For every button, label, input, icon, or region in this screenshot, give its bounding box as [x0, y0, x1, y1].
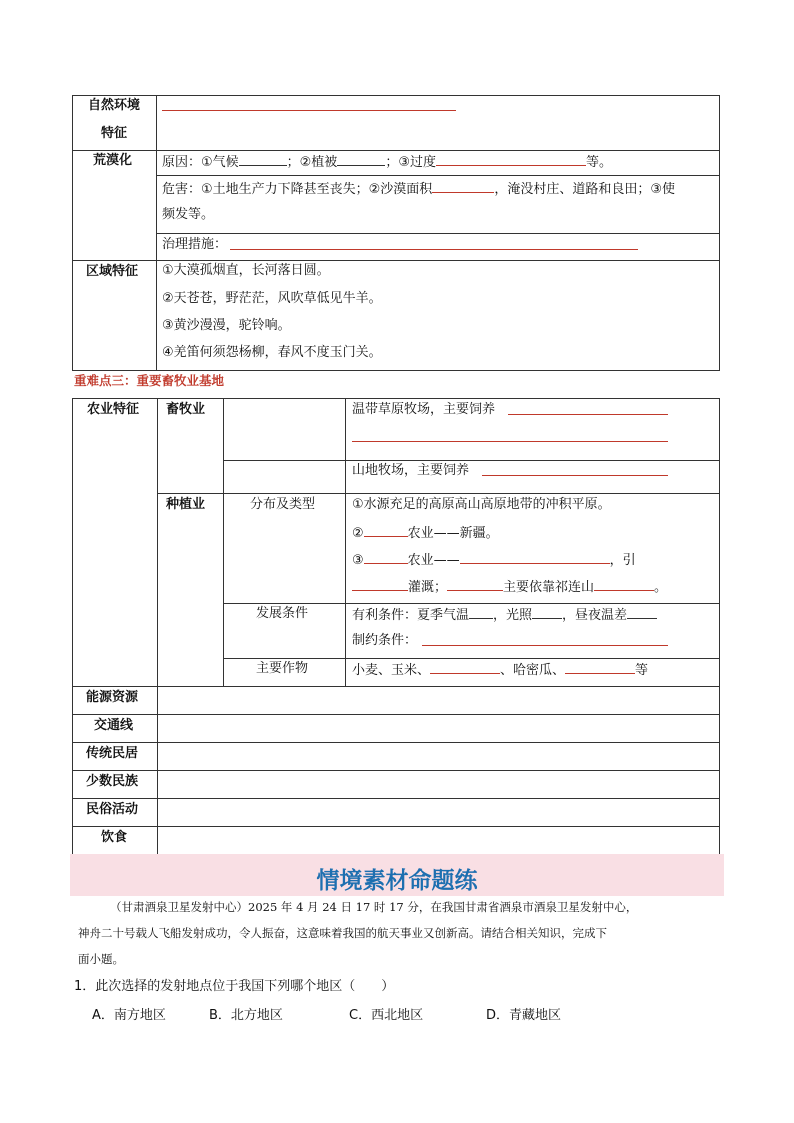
dist-line-1: ①水源充足的高原高山高原地带的冲积平原。: [352, 497, 611, 512]
option-c[interactable]: C．西北地区: [349, 1008, 424, 1023]
poem-4: ④羌笛何须怨杨柳，春风不度玉门关。: [162, 345, 382, 360]
limiting-blank[interactable]: [422, 645, 668, 646]
poem-3: ③黄沙漫漫，驼铃响。: [162, 318, 291, 333]
natural-env-label-a: 自然环境: [88, 98, 141, 113]
passage-line-2: 神舟二十号载人飞船发射成功，令人振奋，这意味着我国的航天事业又创新高。请结合相关知识，完成下: [78, 926, 607, 940]
dist-line-3: ③ 农业—— ，引: [352, 553, 636, 568]
region-label: 区域特征: [86, 264, 139, 279]
oasis-blank[interactable]: [364, 524, 408, 537]
region-blank[interactable]: [460, 551, 610, 564]
poem-2: ②天苍苍，野茫茫，风吹草低见牛羊。: [162, 291, 382, 306]
banner-title: 情境素材命题练: [316, 868, 478, 894]
desert-harm-line2: 频发等。: [162, 207, 215, 222]
row-folk-activities: 民俗活动: [86, 802, 139, 817]
grassland-pasture: 温带草原牧场，主要饲养: [352, 402, 496, 417]
farm-type-blank[interactable]: [364, 551, 408, 564]
row-transport: 交通线: [94, 718, 134, 733]
desert-cause: 原因：①气候 ；②植被 ；③过度 等。: [162, 155, 612, 170]
row-minorities: 少数民族: [86, 774, 139, 789]
harm-area-blank[interactable]: [432, 180, 494, 193]
crops-label: 主要作物: [256, 661, 309, 676]
poem-1: ①大漠孤烟直，长河落日圆。: [162, 263, 330, 278]
favorable-conditions: 有利条件：夏季气温 ，光照 ，昼夜温差: [352, 606, 657, 624]
row-energy: 能源资源: [86, 690, 139, 705]
grassland-blank-2[interactable]: [352, 441, 668, 442]
row-dwellings: 传统民居: [86, 746, 139, 761]
desert-harm-line1: 危害：①土地生产力下降甚至丧失；②沙漠面积 ，淹没村庄、道路和良田；③使: [162, 182, 675, 197]
grassland-blank-1[interactable]: [508, 414, 668, 415]
desert-measures: 治理措施：: [162, 237, 228, 252]
dist-line-2: ② 农业——新疆。: [352, 526, 499, 541]
mountain-pasture: 山地牧场，主要饲养: [352, 463, 470, 478]
measures-blank[interactable]: [230, 249, 638, 250]
mountain-blank[interactable]: [482, 475, 668, 476]
qilian-blank[interactable]: [594, 578, 654, 591]
planting-label: 种植业: [166, 497, 206, 512]
natural-env-label-b: 特征: [101, 126, 128, 141]
livestock-label: 畜牧业: [166, 402, 206, 417]
main-source-blank[interactable]: [447, 578, 503, 591]
dist-line-4: 灌溉； 主要依靠祁连山 。: [352, 578, 667, 596]
cause-overuse-blank[interactable]: [436, 153, 586, 166]
passage-line-1: （甘肃酒泉卫星发射中心）2025 年 4 月 24 日 17 时 17 分，在我国甘肃省酒泉市酒泉卫星发射中心，: [110, 900, 638, 914]
agri-label: 农业特征: [87, 402, 140, 417]
row-diet: 饮食: [101, 830, 128, 845]
distribution-label: 分布及类型: [250, 497, 316, 512]
question-1: 1．此次选择的发射地点位于我国下列哪个地区（ ）: [74, 979, 395, 994]
main-crops: 小麦、玉米、 、哈密瓜、 等: [352, 663, 649, 678]
cause-climate-blank[interactable]: [239, 153, 287, 166]
cause-vegetation-blank[interactable]: [337, 153, 385, 166]
option-b[interactable]: B．北方地区: [209, 1008, 283, 1023]
option-d[interactable]: D．青藏地区: [486, 1008, 562, 1023]
natural-env-blank[interactable]: [162, 110, 456, 111]
limiting-conditions: 制约条件：: [352, 633, 418, 648]
diurnal-blank[interactable]: [627, 606, 657, 619]
section-title: 重难点三：重要畜牧业基地: [74, 373, 225, 388]
conditions-label: 发展条件: [256, 606, 309, 621]
crop-blank-2[interactable]: [565, 661, 635, 674]
temp-blank[interactable]: [469, 606, 493, 619]
irrigation-source-blank[interactable]: [352, 578, 408, 591]
passage-line-3: 面小题。: [78, 952, 124, 966]
section-banner: [70, 854, 724, 896]
desert-label: 荒漠化: [93, 153, 133, 168]
option-a[interactable]: A．南方地区: [92, 1008, 166, 1023]
sunlight-blank[interactable]: [532, 606, 562, 619]
crop-blank-1[interactable]: [430, 661, 500, 674]
